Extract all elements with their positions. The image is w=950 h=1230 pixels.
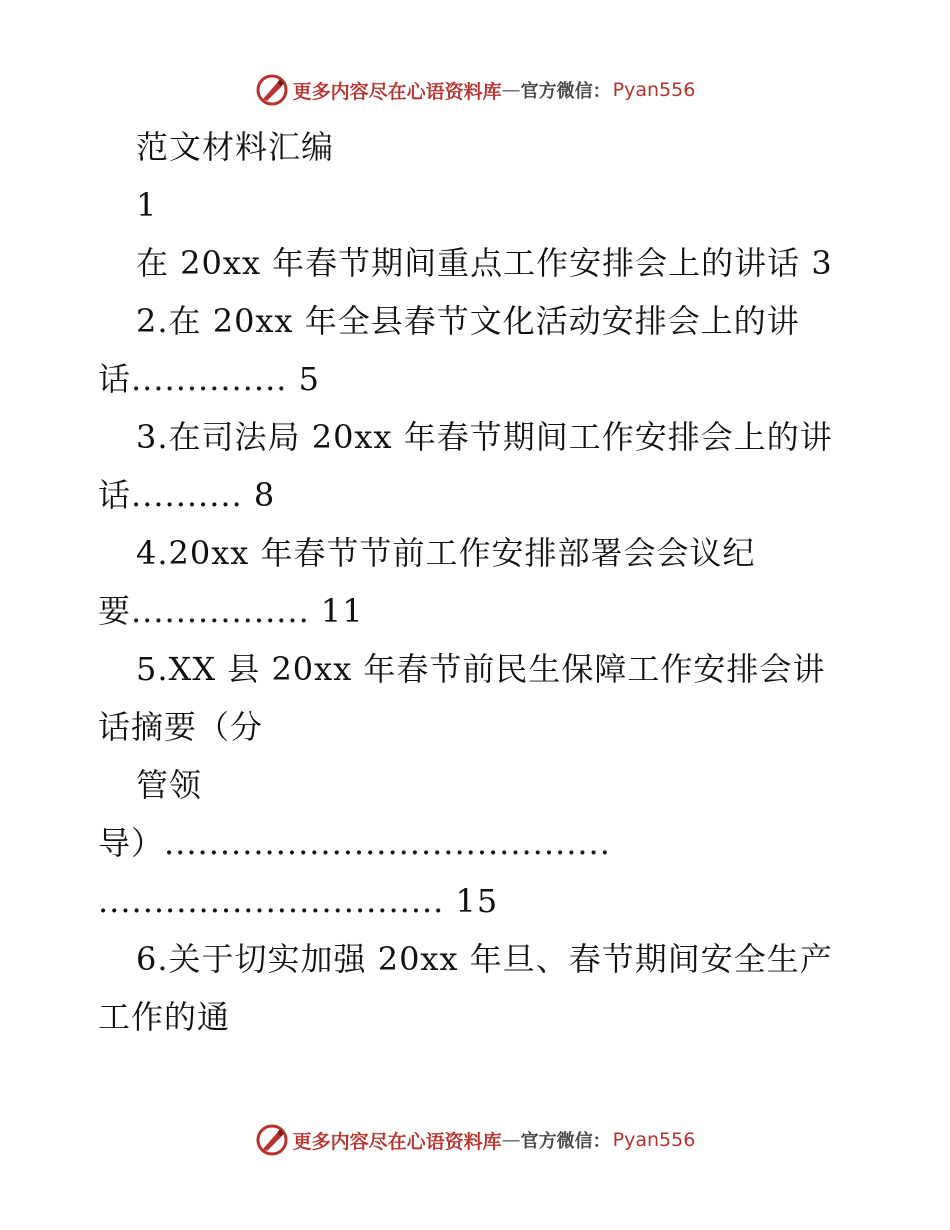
promo-text: 更多内容尽在心语资料库 [292, 1130, 502, 1153]
text-line-5: 3.在司法局 20xx 年春节期间工作安排会上的讲 [136, 418, 833, 456]
text-line-15: 工作的通 [98, 998, 231, 1036]
pen-logo-icon [255, 73, 289, 107]
text-line-14: 6.关于切实加强 20xx 年旦、春节期间安全生产 [136, 940, 833, 978]
promo-text: 更多内容尽在心语资料库 [292, 80, 502, 103]
wechat-id: Pyan556 [612, 79, 696, 101]
banner-separator: — [501, 1129, 521, 1151]
text-line-9: 5.XX 县 20xx 年春节前民生保障工作安排会讲 [136, 650, 826, 688]
wechat-label: 官方微信： [520, 81, 611, 102]
banner-separator: — [501, 79, 521, 101]
header-banner [0, 70, 950, 110]
text-line-1: 1 [136, 186, 158, 224]
wechat-label: 官方微信： [520, 1131, 611, 1152]
text-line-3: 2.在 20xx 年全县春节文化活动安排会上的讲 [136, 302, 800, 340]
text-line-7: 4.20xx 年春节节前工作安排部署会会议纪 [136, 534, 756, 572]
wechat-id: Pyan556 [612, 1129, 696, 1151]
footer-banner [0, 1120, 950, 1160]
text-line-2: 在 20xx 年春节期间重点工作安排会上的讲话 3 [136, 244, 833, 282]
text-line-6: 话.......... 8 [98, 476, 276, 514]
text-line-12: 导）........................................ [98, 824, 611, 862]
text-line-10: 话摘要（分 [98, 708, 264, 746]
pen-logo-icon [255, 1123, 289, 1157]
document-title: 范文材料汇编 [136, 128, 335, 166]
text-line-4: 话.............. 5 [98, 360, 320, 398]
text-line-8: 要................ 11 [98, 592, 364, 630]
text-line-11: 管领 [136, 766, 203, 804]
text-line-13: ............................... 15 [98, 882, 499, 920]
